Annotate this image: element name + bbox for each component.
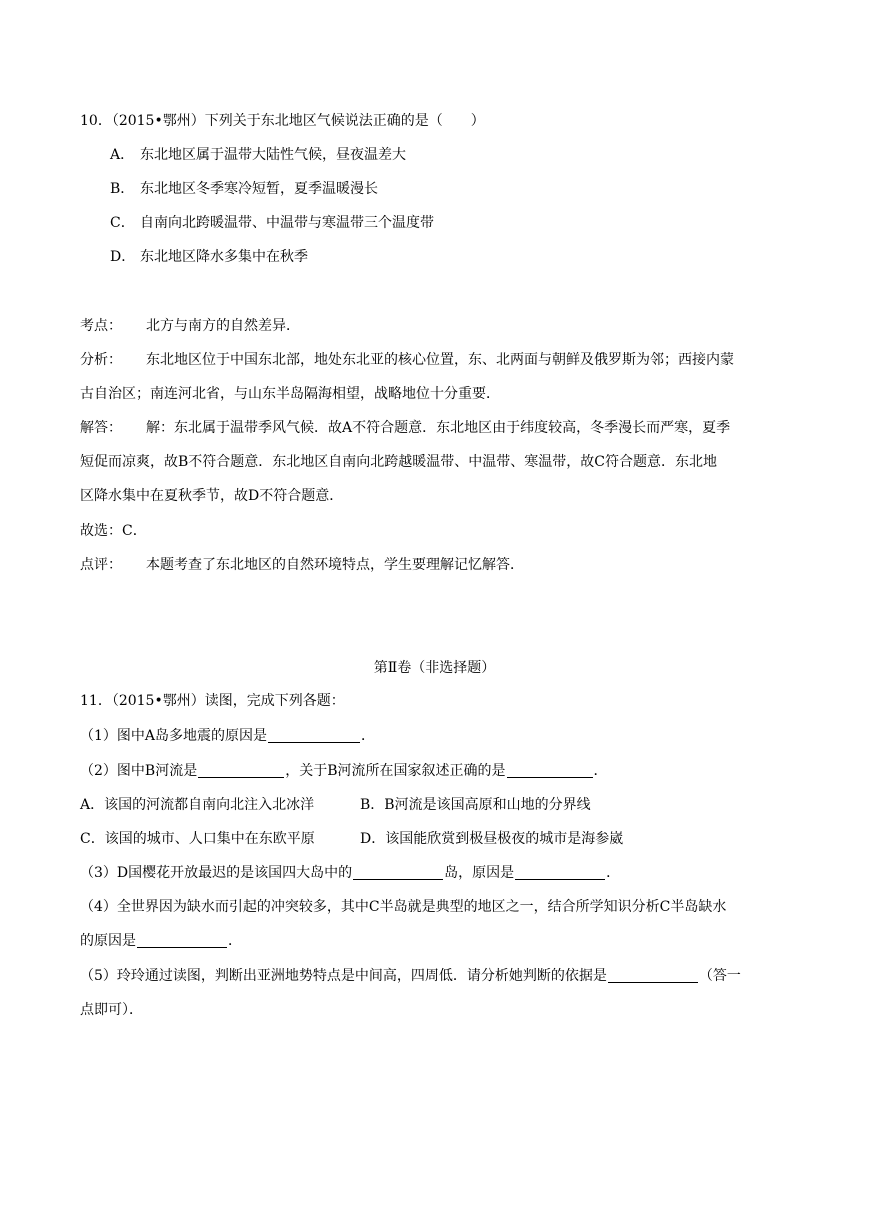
dianping-label: 点评： [80,557,122,573]
q11-part-4-end: ． [228,933,242,949]
kaodian-label: 考点： [80,318,122,334]
q11-part-1 [80,726,375,746]
q10-option-c [110,213,434,233]
section-title: 第Ⅱ卷（非选择题） [373,660,496,676]
jieda-text-1: 解：东北属于温带季风气候．故A不符合题意．东北地区由于纬度较高，冬季漫长而严寒，夏季 [146,420,731,436]
q11-part-2-end: ． [593,763,608,779]
option-letter: A． [110,147,135,163]
kaodian-text: 北方与南方的自然差异． [146,318,300,334]
fenxi-label: 分析： [80,352,122,368]
answer-blank[interactable] [137,933,227,948]
answer-blank[interactable] [353,865,443,880]
q10-option-a [110,145,406,165]
answer-blank[interactable] [198,763,284,778]
option-text: 东北地区降水多集中在秋季 [140,249,308,265]
q11-part-5-text-b: （答一 [698,968,741,984]
option-letter: D． [110,249,136,265]
jieda-row [80,418,730,438]
q11-part-5-line-1 [80,966,741,986]
answer-blank[interactable] [268,728,360,743]
q11-part-5-text: （5）玲玲通过读图，判断出亚洲地势特点是中间高，四周低．请分析她判断的依据是 [80,968,607,984]
q11-part-4-text: 的原因是 [80,933,136,949]
q11-option-c: C．该国的城市、人口集中在东欧平原 [80,831,315,847]
q11-part-2 [80,761,608,781]
q10-option-b [110,179,378,199]
option-text: 自南向北跨暖温带、中温带与寒温带三个温度带 [140,215,434,231]
q11-part-5-line-2: 点即可）． [80,1002,143,1018]
q11-option-a: A．该国的河流都自南向北注入北冰洋 [80,797,315,813]
option-text: 东北地区属于温带大陆性气候，昼夜温差大 [140,147,406,163]
q11-part-3-text-b: 岛，原因是 [444,865,515,881]
q11-part-2-text-b: ，关于B河流所在国家叙述正确的是 [285,763,506,779]
option-letter: B． [110,181,135,197]
fenxi-row [80,350,734,370]
fenxi-text-1: 东北地区位于中国东北部，地处东北亚的核心位置，东、北两面与朝鲜及俄罗斯为邻；西接内蒙 [146,352,734,368]
q11-part-1-end: ． [361,728,376,744]
q11-stem: 11．（2015•鄂州）读图，完成下列各题： [80,693,345,709]
q11-part-3 [80,863,620,883]
q11-option-b: B．B河流是该国高原和山地的分界线 [360,797,591,813]
answer-choice: 故选：C． [80,523,147,539]
q11-part-3-end: ． [606,865,621,881]
option-letter: C． [110,215,135,231]
jieda-text-3: 区降水集中在夏秋季节，故D不符合题意． [80,488,344,504]
q11-part-1-text: （1）图中A岛多地震的原因是 [80,728,268,744]
q11-part-2-text: （2）图中B河流是 [80,763,198,779]
option-text: 东北地区冬季寒冷短暂，夏季温暖漫长 [140,181,378,197]
fenxi-text-2: 古自治区；南连河北省，与山东半岛隔海相望，战略地位十分重要． [80,386,500,402]
jieda-text-2: 短促而凉爽，故B不符合题意．东北地区自南向北跨越暖温带、中温带、寒温带，故C符合题意．东北地 [80,454,717,470]
answer-blank[interactable] [608,968,698,983]
dianping-text: 本题考查了东北地区的自然环境特点，学生要理解记忆解答． [146,557,524,573]
answer-blank[interactable] [507,763,593,778]
q11-part-3-text: （3）D国樱花开放最迟的是该国四大岛中的 [80,865,353,881]
q10-option-d [110,247,308,267]
dianping-row [80,555,524,575]
q11-part-4-line-1: （4）全世界因为缺水而引起的冲突较多，其中C半岛就是典型的地区之一，结合所学知识分析C半岛缺水 [80,899,727,915]
answer-blank[interactable] [515,865,605,880]
q10-stem: 10．（2015•鄂州）下列关于东北地区气候说法正确的是（ ） [80,113,485,129]
q11-option-d: D．该国能欣赏到极昼极夜的城市是海参崴 [360,831,624,847]
jieda-label: 解答： [80,420,122,436]
q11-part-4-line-2 [80,931,242,951]
kaodian-row [80,316,300,336]
